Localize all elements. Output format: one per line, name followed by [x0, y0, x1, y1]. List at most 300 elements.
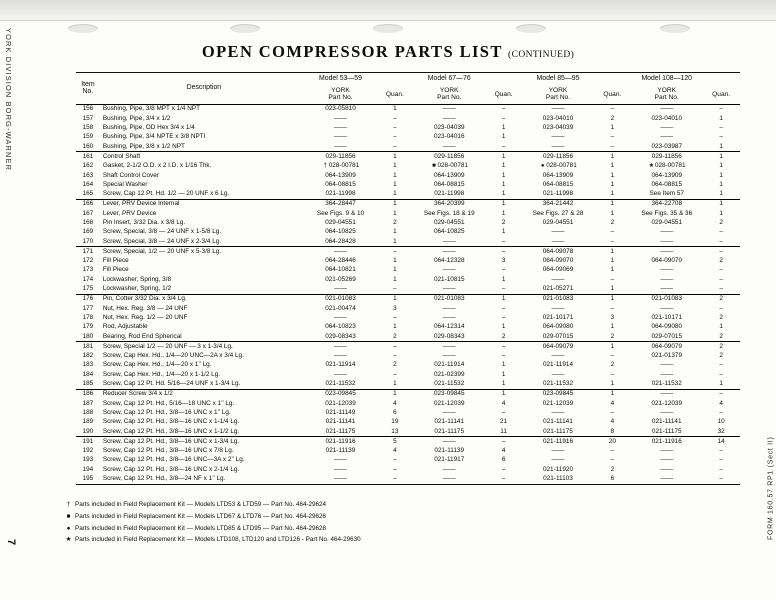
cell-quan-model-85-95: 1	[610, 152, 615, 160]
cell-item-no: 185	[82, 380, 94, 388]
footnote-text: Parts included in Field Replacement Kit — Models LTD108, LTD120 and LTD126 - Part No. 464-29630	[75, 536, 361, 544]
cell-description: Screw, Special, 1/2 — 20 UNF x 5-3/8 Lg.	[102, 247, 222, 255]
header-model-group-3: Model 85—95	[536, 75, 580, 83]
cell-quan-model-108-120: 2	[719, 257, 723, 265]
cell-description: Lever, PRV Device	[102, 209, 157, 217]
cell-item-no: 174	[82, 275, 94, 283]
cell-part-no-model-85-95: ● 028-00781	[540, 162, 577, 170]
cell-item-no: 190	[82, 427, 94, 435]
cell-part-no-model-108-120: ——	[660, 105, 674, 113]
cell-description: Pin, Cotter 3/32 Dia. x 3/4 Lg.	[102, 295, 187, 303]
cell-part-no-model-67-76: 021-11141	[434, 418, 465, 426]
binder-hole	[373, 24, 403, 33]
cell-quan-model-67-76: –	[501, 352, 506, 360]
cell-quan-model-85-95: 3	[610, 313, 615, 321]
cell-item-no: 180	[82, 332, 94, 340]
cell-part-no-model-67-76: 021-01083	[433, 295, 465, 303]
cell-part-no-model-85-95: See Figs. 27 & 28	[532, 209, 584, 217]
cell-part-no-model-53-59: 064-10821	[325, 266, 356, 274]
cell-item-no: 178	[82, 313, 94, 321]
cell-quan-model-85-95: 1	[610, 247, 615, 255]
cell-part-no-model-85-95: 021-11914	[542, 361, 574, 369]
cell-part-no-model-67-76: ——	[442, 105, 456, 113]
cell-item-no: 175	[82, 285, 94, 293]
cell-quan-model-85-95: 4	[610, 399, 615, 407]
cell-description: Screw, Cap 12 Pt. Hd., 3/8—16 UNC x 1’’ Lg.	[102, 408, 231, 416]
cell-quan-model-53-59: 4	[393, 447, 397, 455]
cell-quan-model-85-95: 1	[610, 390, 615, 398]
binder-hole	[230, 24, 260, 33]
cell-quan-model-53-59: 1	[393, 180, 397, 188]
cell-quan-model-85-95: –	[610, 370, 615, 378]
header-york-part-no-4: YORK Part No.	[654, 87, 679, 101]
cell-part-no-model-53-59: See Figs. 9 & 10	[316, 209, 365, 217]
cell-description: Pin Insert, 3/32 Dia. x 3/8 Lg.	[102, 219, 186, 226]
cell-part-no-model-67-76: ■ 028-00781	[432, 162, 469, 170]
cell-item-no: 166	[82, 200, 94, 208]
cell-part-no-model-67-76: 064-12314	[433, 323, 465, 331]
table-row	[76, 465, 740, 474]
table-row	[76, 219, 740, 228]
cell-quan-model-67-76: 1	[501, 390, 506, 398]
cell-part-no-model-108-120: See Item 57	[649, 190, 684, 198]
cell-part-no-model-53-59: ——	[334, 456, 347, 464]
page-title-main: OPEN COMPRESSOR PARTS LIST	[201, 42, 503, 61]
cell-part-no-model-85-95: 021-11175	[543, 427, 573, 435]
cell-quan-model-85-95: 1	[610, 162, 615, 170]
page-number: 7	[5, 538, 18, 546]
cell-description: Screw, Cap 12 Pt. Hd., 3/8—16 UNC x 1-1/4 Lg.	[102, 418, 240, 426]
cell-quan-model-85-95: –	[610, 275, 615, 283]
cell-part-no-model-85-95: 023-09845	[542, 390, 574, 398]
cell-part-no-model-53-59: ——	[334, 465, 347, 473]
cell-quan-model-108-120: –	[719, 475, 723, 483]
cell-part-no-model-108-120: 021-11916	[651, 437, 682, 445]
cell-item-no: 162	[82, 162, 94, 170]
cell-part-no-model-67-76: 064-13909	[433, 171, 465, 179]
cell-part-no-model-85-95: ——	[551, 370, 565, 378]
header-model-group-1: Model 53—59	[319, 75, 362, 83]
cell-quan-model-67-76: 1	[501, 275, 506, 283]
cell-part-no-model-67-76: 021-11914	[434, 361, 465, 369]
cell-quan-model-108-120: 1	[719, 152, 723, 160]
cell-part-no-model-67-76: ——	[442, 352, 456, 360]
table-row	[76, 389, 740, 399]
table-row	[76, 133, 740, 142]
cell-part-no-model-67-76: ——	[442, 266, 456, 274]
table-row	[76, 427, 740, 437]
cell-part-no-model-53-59: ——	[334, 352, 347, 360]
cell-part-no-model-85-95: 021-11141	[543, 418, 573, 426]
cell-quan-model-67-76: –	[501, 475, 506, 483]
cell-description: Screw, Cap Hex. Hd., 1/4—20 x 1’’ Lg.	[102, 361, 212, 369]
cell-quan-model-53-59: –	[393, 114, 397, 122]
table-row	[76, 247, 740, 257]
cell-quan-model-67-76: –	[501, 105, 506, 113]
cell-quan-model-67-76: –	[501, 247, 506, 255]
cell-quan-model-67-76: 4	[501, 399, 506, 407]
cell-quan-model-85-95: –	[610, 228, 615, 236]
cell-part-no-model-85-95: ——	[551, 228, 565, 236]
cell-quan-model-108-120: –	[719, 237, 723, 245]
cell-item-no: 157	[82, 114, 94, 122]
footnote-row	[62, 499, 361, 511]
cell-part-no-model-67-76: ——	[442, 247, 456, 255]
cell-part-no-model-67-76: 021-12039	[433, 399, 465, 407]
cell-part-no-model-67-76: ——	[442, 313, 456, 321]
cell-quan-model-85-95: 4	[610, 418, 615, 426]
cell-quan-model-85-95: 1	[610, 295, 615, 303]
cell-part-no-model-85-95: 021-10171	[542, 313, 574, 321]
cell-quan-model-85-95: 1	[610, 285, 615, 293]
cell-quan-model-53-59: 1	[393, 105, 397, 113]
cell-quan-model-53-59: 6	[393, 408, 397, 416]
cell-quan-model-85-95: –	[610, 456, 615, 464]
cell-part-no-model-67-76: 029-11856	[434, 152, 465, 160]
cell-part-no-model-53-59: 021-11998	[325, 190, 356, 198]
header-quan-3: Quan.	[603, 90, 622, 98]
cell-part-no-model-53-59: ——	[334, 313, 347, 321]
parts-table	[76, 72, 740, 485]
cell-part-no-model-53-59: ——	[334, 124, 347, 132]
binder-hole	[516, 24, 546, 33]
cell-quan-model-108-120: 2	[719, 342, 723, 350]
cell-quan-model-108-120: –	[719, 390, 723, 398]
cell-quan-model-53-59: –	[393, 285, 397, 293]
cell-description: Lockwasher, Spring, 3/8	[102, 275, 172, 283]
footnotes	[62, 499, 361, 546]
cell-item-no: 161	[82, 152, 94, 160]
cell-description: Screw, Special 1/2 — 20 UNF — 3 x 1-3/4 Lg.	[102, 342, 233, 350]
cell-part-no-model-67-76: ——	[442, 304, 456, 312]
cell-quan-model-108-120: 1	[719, 380, 723, 388]
cell-item-no: 182	[82, 352, 94, 360]
binder-hole	[660, 24, 690, 33]
cell-description: Screw, Cap 12 Pt. Hd., 5/16—18 UNC x 1’’ Lg.	[102, 399, 235, 407]
cell-quan-model-67-76: 11	[500, 427, 507, 435]
table-row	[76, 447, 740, 456]
cell-part-no-model-108-120: 064-13909	[651, 171, 683, 179]
cell-part-no-model-108-120: 021-01379	[651, 352, 683, 360]
cell-part-no-model-85-95: ——	[551, 304, 565, 312]
cell-quan-model-85-95: –	[610, 105, 615, 113]
cell-quan-model-53-59: 1	[393, 228, 397, 236]
cell-part-no-model-53-59: 064-28428	[325, 237, 356, 245]
table-row	[76, 199, 740, 209]
header-model-group-1-spacer	[376, 73, 414, 87]
cell-quan-model-53-59: 1	[393, 257, 397, 265]
cell-item-no: 195	[82, 475, 94, 483]
cell-part-no-model-53-59: 021-11532	[325, 380, 356, 388]
cell-part-no-model-85-95: 021-11532	[542, 380, 574, 388]
cell-part-no-model-85-95: ——	[551, 105, 565, 113]
cell-part-no-model-85-95: ——	[551, 447, 565, 455]
cell-part-no-model-67-76: 023-09845	[433, 390, 465, 398]
cell-part-no-model-85-95: 021-01083	[542, 295, 574, 303]
cell-quan-model-85-95: –	[610, 408, 615, 416]
cell-item-no: 170	[82, 237, 94, 245]
cell-quan-model-67-76: 1	[501, 370, 506, 378]
cell-quan-model-53-59: –	[393, 352, 397, 360]
table-row	[76, 266, 740, 275]
cell-description: Bearing, Rod End Spherical	[102, 332, 182, 340]
cell-part-no-model-85-95: 064-09078	[542, 247, 574, 255]
cell-item-no: 167	[82, 209, 94, 217]
header-model-group-2-spacer	[485, 73, 523, 87]
cell-quan-model-108-120: –	[719, 456, 723, 464]
cell-part-no-model-108-120: 029-07015	[651, 332, 683, 340]
cell-description: Reducer Screw 3/4 x 1/2	[102, 390, 173, 398]
table-row	[76, 409, 740, 418]
cell-quan-model-85-95: –	[610, 237, 615, 245]
cell-quan-model-53-59: 1	[393, 200, 397, 208]
cell-quan-model-67-76: –	[501, 437, 506, 445]
cell-part-no-model-85-95: 021-11998	[542, 190, 574, 198]
cell-description: Special Washer	[102, 180, 148, 188]
cell-quan-model-85-95: 1	[610, 124, 615, 132]
cell-quan-model-108-120: 32	[717, 427, 725, 435]
cell-quan-model-85-95: 1	[610, 257, 615, 265]
cell-part-no-model-67-76: 364-20399	[433, 200, 465, 208]
table-row	[76, 475, 740, 485]
cell-part-no-model-108-120: ——	[660, 370, 674, 378]
cell-quan-model-53-59: 1	[393, 237, 397, 245]
cell-quan-model-67-76: –	[501, 465, 506, 473]
cell-description: Screw, Special, 3/8 — 24 UNF x 1-5/8 Lg.	[102, 228, 222, 236]
cell-quan-model-85-95: 1	[610, 190, 615, 198]
cell-quan-model-108-120: 2	[719, 295, 723, 303]
cell-part-no-model-85-95: 064-13909	[542, 171, 574, 179]
cell-quan-model-85-95: 2	[610, 332, 615, 340]
cell-description: Nut, Hex. Reg. 3/8 — 24 UNF	[102, 304, 188, 312]
cell-part-no-model-85-95: ——	[551, 133, 565, 141]
cell-part-no-model-67-76: ——	[442, 465, 456, 473]
table-row	[76, 257, 740, 266]
cell-quan-model-67-76: 1	[501, 361, 506, 369]
cell-quan-model-108-120: 1	[719, 180, 723, 188]
cell-part-no-model-108-120: ——	[660, 124, 674, 132]
cell-quan-model-85-95: 1	[610, 209, 615, 217]
table-row	[76, 399, 740, 408]
cell-part-no-model-53-59: ——	[334, 114, 347, 122]
cell-item-no: 191	[82, 437, 94, 445]
table-row	[76, 105, 740, 115]
cell-quan-model-67-76: 1	[501, 190, 506, 198]
cell-item-no: 177	[82, 304, 94, 312]
cell-quan-model-85-95: –	[610, 133, 615, 141]
table-row	[76, 342, 740, 352]
cell-quan-model-67-76: 3	[501, 257, 506, 265]
cell-part-no-model-85-95: 064-09080	[542, 323, 574, 331]
cell-description: Screw, Cap 12 Pt. Hd., 3/8—16 UNC x 1-3/4 Lg.	[102, 437, 240, 445]
cell-description: Fill Piece	[102, 266, 129, 274]
cell-part-no-model-108-120: 021-01083	[651, 295, 683, 303]
table-row	[76, 437, 740, 447]
cell-quan-model-85-95: 1	[610, 180, 615, 188]
cell-quan-model-108-120: 1	[719, 142, 723, 150]
cell-quan-model-53-59: –	[393, 342, 397, 350]
cell-item-no: 192	[82, 447, 94, 455]
cell-item-no: 183	[82, 361, 94, 369]
cell-part-no-model-108-120: ——	[660, 285, 674, 293]
cell-part-no-model-67-76: ——	[442, 475, 456, 483]
cell-part-no-model-85-95: ——	[551, 352, 565, 360]
cell-part-no-model-53-59: 023-09845	[325, 390, 356, 398]
footnote-symbol-icon: ■	[66, 512, 71, 520]
table-row	[76, 275, 740, 284]
cell-description: Bushing, Pipe, 3/4 x 1/2	[102, 114, 171, 122]
table-row	[76, 418, 740, 427]
cell-part-no-model-67-76: 029-04551	[433, 219, 465, 226]
cell-quan-model-67-76: 1	[501, 171, 506, 179]
cell-part-no-model-85-95: 023-04039	[542, 124, 574, 132]
cell-part-no-model-53-59: 021-11914	[325, 361, 356, 369]
cell-item-no: 193	[82, 456, 94, 464]
cell-item-no: 189	[82, 418, 94, 426]
cell-part-no-model-108-120: ——	[660, 266, 674, 274]
cell-description: Screw, Cap 12 Pt. Hd. 1/2 — 20 UNF x 6 Lg.	[102, 190, 230, 198]
cell-part-no-model-53-59: ——	[334, 342, 347, 350]
cell-description: Gasket, 2-1/2 O.D. x 2 I.D. x 1/16 Thk.	[102, 162, 212, 170]
kit-symbol-icon: ★	[648, 163, 655, 170]
cell-quan-model-67-76: –	[501, 285, 506, 293]
cell-description: Bushing, Pipe, OD Hex 3/4 x 1/4	[102, 124, 195, 132]
cell-item-no: 187	[82, 399, 94, 407]
table-row	[76, 285, 740, 295]
cell-quan-model-67-76: 2	[501, 332, 506, 340]
cell-quan-model-85-95: 6	[610, 475, 615, 483]
cell-description: Screw, Cap Hex. Hd., 1/4—20 UNC—2A x 3/4 Lg.	[102, 352, 244, 360]
cell-quan-model-108-120: –	[719, 408, 723, 416]
footnote-row	[62, 511, 361, 523]
cell-part-no-model-67-76: 021-11139	[434, 447, 465, 455]
cell-item-no: 173	[82, 266, 94, 274]
cell-part-no-model-108-120: ——	[660, 361, 674, 369]
table-row	[76, 142, 740, 152]
table-row	[76, 456, 740, 465]
cell-quan-model-53-59: 4	[393, 399, 397, 407]
cell-quan-model-53-59: 1	[393, 209, 397, 217]
cell-quan-model-85-95: –	[610, 352, 615, 360]
cell-quan-model-85-95: 2	[610, 114, 615, 122]
cell-quan-model-108-120: 2	[719, 313, 723, 321]
table-row	[76, 180, 740, 189]
header-model-group-2: Model 67—76	[427, 75, 471, 83]
header-quan-4: Quan.	[712, 90, 731, 98]
cell-item-no: 179	[82, 323, 94, 331]
parts-table-body	[76, 105, 740, 485]
cell-part-no-model-85-95: ——	[551, 237, 565, 245]
header-model-group-4: Model 108—120	[641, 75, 693, 83]
cell-quan-model-67-76: 1	[501, 200, 506, 208]
cell-part-no-model-53-59: 021-11139	[325, 447, 356, 455]
cell-part-no-model-108-120: ——	[660, 304, 674, 312]
cell-item-no: 158	[82, 124, 94, 132]
cell-quan-model-67-76: –	[501, 408, 506, 416]
cell-quan-model-53-59: –	[393, 142, 397, 150]
cell-description: Lockwasher, Spring, 1/2	[102, 285, 172, 293]
cell-quan-model-67-76: 21	[500, 418, 508, 426]
cell-quan-model-53-59: –	[393, 475, 397, 483]
cell-part-no-model-53-59: 029-04551	[325, 219, 356, 226]
cell-quan-model-85-95: 1	[610, 200, 615, 208]
cell-part-no-model-67-76: 023-04039	[433, 124, 465, 132]
cell-part-no-model-108-120: 364-22708	[651, 200, 683, 208]
cell-part-no-model-67-76: 021-10815	[433, 275, 465, 283]
cell-item-no: 188	[82, 408, 94, 416]
cell-quan-model-108-120: 14	[717, 437, 725, 445]
cell-part-no-model-53-59: 029-11856	[325, 152, 356, 160]
cell-quan-model-67-76: –	[501, 142, 506, 150]
cell-description: Screw, Cap 12 Pt. Hd., 3/8—16 UNC x 1-1/2 Lg.	[102, 427, 240, 435]
cell-part-no-model-108-120: 021-10171	[651, 313, 683, 321]
cell-quan-model-53-59: 1	[393, 171, 397, 179]
cell-part-no-model-53-59: 364-28447	[325, 200, 356, 208]
cell-part-no-model-67-76: 021-11998	[434, 190, 465, 198]
cell-item-no: 169	[82, 228, 94, 236]
cell-quan-model-53-59: –	[393, 313, 397, 321]
cell-part-no-model-108-120: ——	[660, 390, 674, 398]
table-row	[76, 370, 740, 379]
cell-quan-model-85-95: 1	[610, 171, 615, 179]
table-row	[76, 361, 740, 370]
cell-item-no: 172	[82, 257, 94, 265]
cell-part-no-model-67-76: ——	[442, 142, 456, 150]
cell-description: Screw, Cap 12 Pt. Hd., 3/8—16 UNC—3A x 2’’ Lg.	[102, 456, 245, 464]
cell-quan-model-67-76: 1	[501, 124, 506, 132]
cell-part-no-model-85-95: 021-12039	[542, 399, 574, 407]
cell-description: Fill Piece	[102, 257, 129, 265]
cell-part-no-model-108-120: ——	[660, 133, 674, 141]
cell-quan-model-53-59: –	[393, 370, 397, 378]
cell-quan-model-67-76: 1	[501, 133, 506, 141]
cell-quan-model-67-76: –	[501, 304, 506, 312]
cell-part-no-model-85-95: 021-05271	[542, 285, 574, 293]
cell-part-no-model-85-95: 023-04010	[542, 114, 574, 122]
cell-quan-model-85-95: 1	[610, 380, 615, 388]
cell-quan-model-53-59: –	[393, 465, 397, 473]
header-york-part-no-3: YORK Part No.	[545, 87, 571, 101]
cell-quan-model-108-120: –	[719, 228, 723, 236]
cell-part-no-model-108-120: ★028-00781	[648, 162, 686, 170]
table-row	[76, 162, 740, 171]
cell-quan-model-67-76: 1	[501, 162, 506, 170]
cell-part-no-model-108-120: 023-04010	[651, 114, 683, 122]
cell-part-no-model-67-76: 029-08343	[433, 332, 465, 340]
cell-quan-model-85-95: 20	[608, 437, 616, 445]
header-item-no: Item No.	[81, 80, 95, 95]
header-quan-2: Quan.	[494, 90, 513, 98]
cell-part-no-model-108-120: 064-09079	[651, 342, 683, 350]
cell-quan-model-53-59: 19	[391, 418, 399, 426]
cell-part-no-model-67-76: 023-04016	[433, 133, 465, 141]
footnote-row	[62, 523, 361, 535]
cell-part-no-model-108-120: ——	[660, 475, 674, 483]
cell-description: Screw, Special, 3/8 — 24 UNF x 2-3/4 Lg.	[102, 237, 222, 245]
cell-part-no-model-67-76: ——	[442, 285, 456, 293]
cell-quan-model-85-95: –	[610, 447, 615, 455]
kit-symbol-icon: ■	[432, 163, 436, 170]
page-top-edge	[0, 0, 776, 21]
cell-part-no-model-53-59: ——	[334, 247, 347, 255]
cell-item-no: 165	[82, 190, 94, 198]
cell-description: Screw, Cap Hex. Hd., 1/4—20 x 1-1/2 Lg.	[102, 370, 221, 378]
table-row	[76, 171, 740, 180]
header-model-group-3-spacer	[594, 73, 632, 87]
cell-quan-model-67-76: 1	[501, 152, 506, 160]
cell-quan-model-108-120: 2	[719, 219, 723, 226]
cell-quan-model-85-95: 1	[610, 342, 615, 350]
